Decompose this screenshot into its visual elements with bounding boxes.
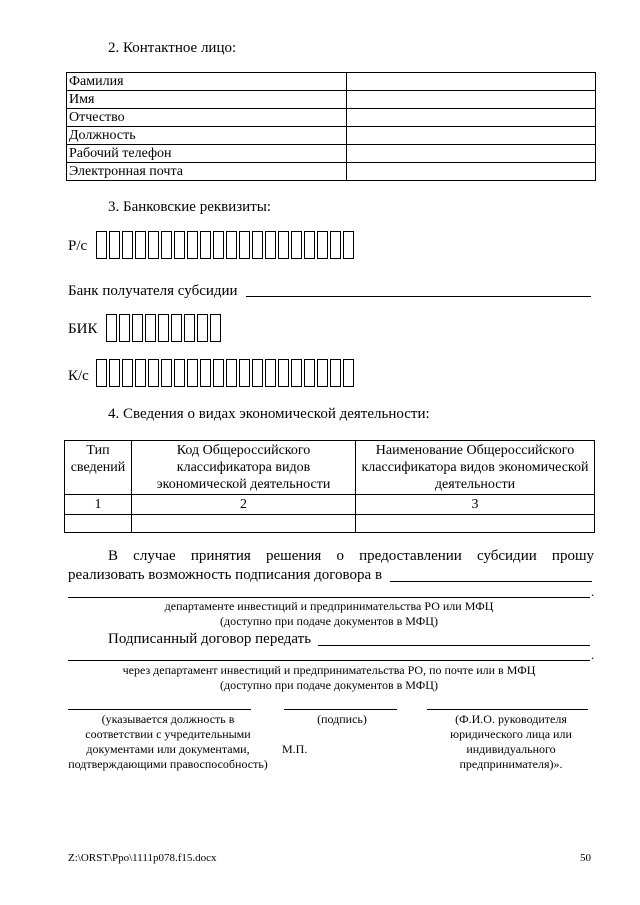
contact-table (66, 72, 596, 181)
digit-cell[interactable] (187, 231, 198, 259)
contact-row-label: Фамилия (67, 73, 347, 91)
digit-cell[interactable] (145, 314, 156, 342)
contact-row (67, 73, 596, 91)
digit-cell[interactable] (239, 231, 250, 259)
digit-cell[interactable] (148, 359, 159, 387)
digit-cell[interactable] (119, 314, 130, 342)
digit-cell[interactable] (174, 359, 185, 387)
digit-cell[interactable] (184, 314, 195, 342)
contact-row (67, 145, 596, 163)
okved-header-name: Наименование Общероссийского классификатора видов экономической деятельности (356, 441, 595, 495)
okved-num-1: 1 (65, 495, 132, 515)
contact-row-value[interactable] (347, 91, 596, 109)
digit-cell[interactable] (304, 359, 315, 387)
digit-cell[interactable] (135, 231, 146, 259)
digit-cell[interactable] (161, 359, 172, 387)
digit-cell[interactable] (213, 231, 224, 259)
digit-cell[interactable] (158, 314, 169, 342)
contact-row (67, 91, 596, 109)
contact-row-label: Должность (67, 127, 347, 145)
okved-num-2: 2 (132, 495, 356, 515)
contact-row-label: Рабочий телефон (67, 145, 347, 163)
contact-row-value[interactable] (347, 145, 596, 163)
digit-cell[interactable] (213, 359, 224, 387)
contact-row-value[interactable] (347, 163, 596, 181)
digit-cell[interactable] (252, 231, 263, 259)
name-caption: (Ф.И.О. руководителя юридического лица или индивидуального предпринимателя)». (450, 712, 572, 771)
bik-label: БИК (68, 321, 98, 337)
digit-cell[interactable] (252, 359, 263, 387)
digit-cell[interactable] (148, 231, 159, 259)
okved-cell[interactable] (65, 515, 132, 533)
hint-3: через департамент инвестиций и предпринимательства РО, по почте или в МФЦ (122, 663, 536, 677)
digit-cell[interactable] (106, 314, 117, 342)
digit-cell[interactable] (330, 231, 341, 259)
digit-cell[interactable] (135, 359, 146, 387)
okved-cell[interactable] (132, 515, 356, 533)
digit-cell[interactable] (122, 231, 133, 259)
digit-cell[interactable] (317, 359, 328, 387)
paragraph-line-2: реализовать возможность подписания договора в (68, 567, 383, 583)
digit-cell[interactable] (278, 231, 289, 259)
digit-cell[interactable] (304, 231, 315, 259)
digit-cell[interactable] (265, 359, 276, 387)
digit-cell[interactable] (187, 359, 198, 387)
ks-label: К/с (68, 368, 89, 384)
contact-row (67, 127, 596, 145)
contact-row-value[interactable] (347, 73, 596, 91)
name-line[interactable] (427, 709, 588, 710)
ks-cells[interactable] (96, 359, 356, 387)
contact-row-value[interactable] (347, 127, 596, 145)
contact-row-label: Имя (67, 91, 347, 109)
digit-cell[interactable] (278, 359, 289, 387)
sign-place-line[interactable] (390, 581, 592, 582)
digit-cell[interactable] (200, 359, 211, 387)
digit-cell[interactable] (96, 231, 107, 259)
digit-cell[interactable] (343, 231, 354, 259)
digit-cell[interactable] (343, 359, 354, 387)
okved-cell[interactable] (356, 515, 595, 533)
digit-cell[interactable] (200, 231, 211, 259)
transfer-label: Подписанный договор передать (108, 631, 312, 647)
contact-row (67, 163, 596, 181)
digit-cell[interactable] (161, 231, 172, 259)
bank-label: Банк получателя субсидии (68, 283, 238, 299)
contact-row-value[interactable] (347, 109, 596, 127)
section-4-title: 4. Сведения о видах экономической деятельности: (108, 406, 430, 422)
stamp-mark: М.П. (282, 742, 308, 756)
bank-input-line[interactable] (246, 296, 591, 297)
digit-cell[interactable] (109, 231, 120, 259)
bik-cells[interactable] (106, 314, 223, 342)
rs-label: Р/с (68, 238, 88, 254)
hint-2: (доступно при подаче документов в МФЦ) (220, 614, 438, 628)
digit-cell[interactable] (291, 359, 302, 387)
section-3-title: 3. Банковские реквизиты: (108, 199, 272, 215)
rs-cells[interactable] (96, 231, 356, 259)
okved-num-3: 3 (356, 495, 595, 515)
signature-caption: (подпись) (317, 712, 367, 726)
okved-header-type: Тип сведений (65, 441, 132, 495)
digit-cell[interactable] (109, 359, 120, 387)
signature-line[interactable] (284, 709, 397, 710)
digit-cell[interactable] (330, 359, 341, 387)
position-caption: (указывается должность в соответствии с учредительными документами или документами, подтверждающими правоспособность) (68, 712, 268, 771)
digit-cell[interactable] (197, 314, 208, 342)
transfer-line[interactable] (318, 645, 590, 646)
sign-place-line-2[interactable] (68, 597, 590, 598)
digit-cell[interactable] (226, 359, 237, 387)
contact-row-label: Электронная почта (67, 163, 347, 181)
position-line[interactable] (68, 709, 251, 710)
okved-table (64, 440, 595, 533)
page-number: 50 (580, 852, 591, 864)
paragraph-line-1: В случае принятия решения о предоставлении субсидии прошу (108, 548, 594, 564)
contact-row-label: Отчество (67, 109, 347, 127)
digit-cell[interactable] (210, 314, 221, 342)
digit-cell[interactable] (317, 231, 328, 259)
hint-1: департаменте инвестиций и предпринимательства РО или МФЦ (164, 599, 494, 613)
footer-path: Z:\ORST\Ppo\1111p078.f15.docx (68, 852, 217, 864)
digit-cell[interactable] (171, 314, 182, 342)
contact-row (67, 109, 596, 127)
section-2-title: 2. Контактное лицо: (108, 40, 237, 56)
digit-cell[interactable] (239, 359, 250, 387)
transfer-line-2[interactable] (68, 660, 590, 661)
digit-cell[interactable] (226, 231, 237, 259)
digit-cell[interactable] (96, 359, 107, 387)
digit-cell[interactable] (291, 231, 302, 259)
hint-4: (доступно при подаче документов в МФЦ) (220, 678, 438, 692)
digit-cell[interactable] (122, 359, 133, 387)
digit-cell[interactable] (132, 314, 143, 342)
digit-cell[interactable] (174, 231, 185, 259)
okved-header-code: Код Общероссийского классификатора видов экономической деятельности (132, 441, 356, 495)
digit-cell[interactable] (265, 231, 276, 259)
